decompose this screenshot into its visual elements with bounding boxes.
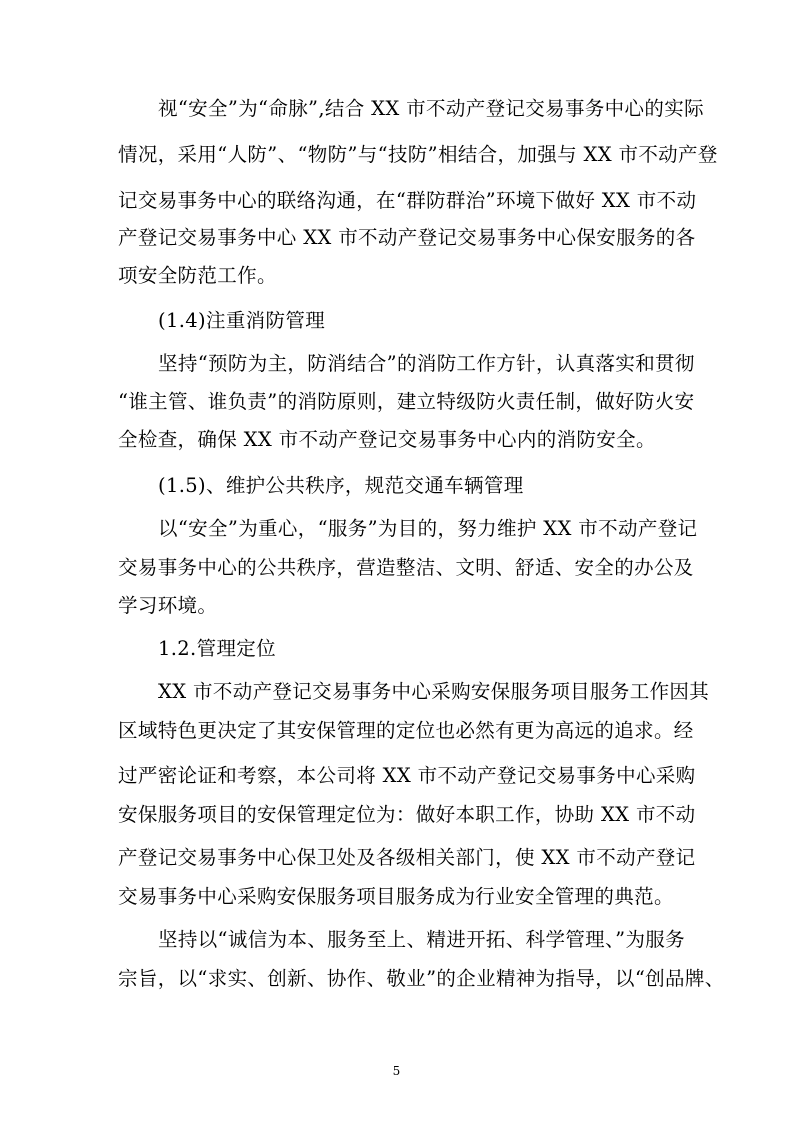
section-heading: 1.2.管理定位	[158, 637, 277, 660]
paragraph-line: 学习环境。	[118, 594, 218, 617]
paragraph-line: 以“安全”为重心，“服务”为目的，努力维护 XX 市不动产登记	[158, 517, 698, 540]
paragraph-line: 情况，采用“人防”、“物防”与“技防”相结合，加强与 XX 市不动产登	[118, 143, 718, 166]
paragraph-line: 过严密论证和考察，本公司将 XX 市不动产登记交易事务中心采购	[118, 764, 696, 787]
paragraph-line: 安保服务项目的安保管理定位为：做好本职工作，协助 XX 市不动	[118, 803, 696, 826]
paragraph-line: 坚持“预防为主，防消结合”的消防工作方针，认真落实和贯彻	[158, 352, 695, 375]
paragraph-line: 坚持以“诚信为本、服务至上、精进开拓、科学管理、”为服务	[158, 928, 685, 951]
paragraph-line: 项安全防范工作。	[118, 264, 277, 287]
paragraph-line: 记交易事务中心的联络沟通，在“群防群治”环境下做好 XX 市不动	[118, 189, 697, 212]
paragraph-line: 交易事务中心的公共秩序，营造整洁、文明、舒适、安全的办公及	[118, 556, 694, 579]
paragraph-line: 产登记交易事务中心 XX 市不动产登记交易事务中心保安服务的各	[118, 226, 696, 249]
paragraph-line: XX 市不动产登记交易事务中心采购安保服务项目服务工作因其	[158, 680, 710, 703]
paragraph-line: 全检查，确保 XX 市不动产登记交易事务中心内的消防安全。	[118, 428, 656, 451]
paragraph-line: 区域特色更决定了其安保管理的定位也必然有更为高远的追求。经	[118, 719, 694, 742]
paragraph-line: 交易事务中心采购安保服务项目服务成为行业安全管理的典范。	[118, 885, 674, 908]
paragraph-line: 产登记交易事务中心保卫处及各级相关部门，使 XX 市不动产登记	[118, 846, 696, 869]
paragraph-line: 视“安全”为“命脉”,结合 XX 市不动产登记交易事务中心的实际	[158, 97, 704, 120]
paragraph-line: “谁主管、谁负责”的消防原则，建立特级防火责任制，做好防火安	[118, 390, 695, 413]
page-number: 5	[392, 1064, 401, 1078]
section-heading: (1.5)、维护公共秩序，规范交通车辆管理	[158, 474, 524, 497]
section-heading: (1.4)注重消防管理	[158, 309, 326, 332]
paragraph-line: 宗旨，以“求实、创新、协作、敬业”的企业精神为指导，以“创品牌、	[118, 967, 725, 990]
